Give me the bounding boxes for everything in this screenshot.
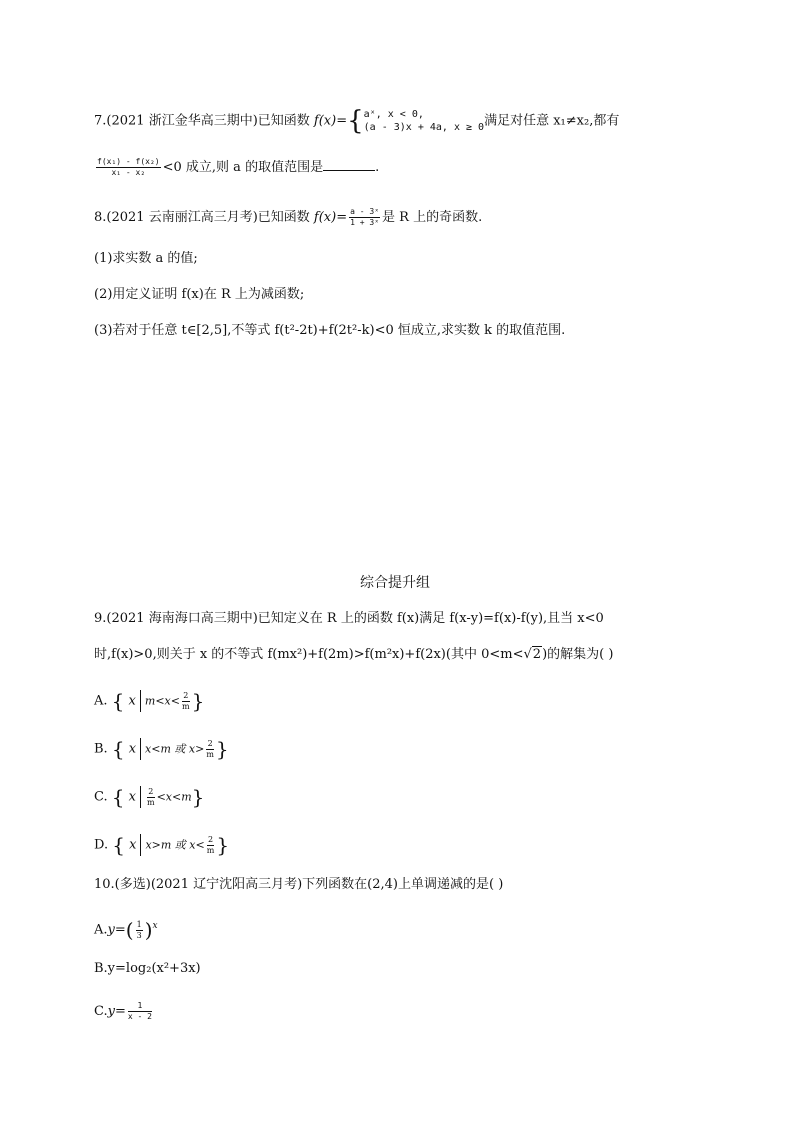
q9-frac-num: 2 bbox=[207, 834, 214, 844]
q10-optC-num: 1 bbox=[128, 1002, 152, 1012]
q8-suffix: 是 R 上的奇函数. bbox=[382, 210, 483, 225]
set-bar-icon bbox=[140, 786, 141, 808]
q9-frac-num: 2 bbox=[148, 786, 154, 796]
q10-optC-y: y= bbox=[107, 1004, 126, 1019]
q7-frac-num: f(x₁) - f(x₂) bbox=[97, 157, 160, 166]
q9-line2 bbox=[94, 648, 613, 661]
q8-sub3: (3)若对于任意 t∈[2,5],不等式 f(t²-2t)+f(2t²-k)<0 恒成立,求实数 k 的取值范围. bbox=[94, 323, 566, 338]
q7-fx: f(x) bbox=[313, 113, 337, 129]
q7-line1 bbox=[94, 108, 619, 134]
q9-option-d[interactable] bbox=[94, 834, 229, 856]
q7-line2 bbox=[94, 158, 379, 177]
q9-line1: 9.(2021 海南海口高三期中)已知定义在 R 上的函数 f(x)满足 f(x-y)=f(x)-f(y),且当 x<0 bbox=[94, 611, 604, 626]
right-paren-icon: ) bbox=[144, 918, 153, 942]
q8-fraction bbox=[349, 208, 380, 227]
right-brace-icon: } bbox=[216, 833, 230, 857]
q9-option-fraction bbox=[182, 692, 190, 711]
right-brace-icon: } bbox=[191, 785, 205, 809]
q9-frac-den: m bbox=[206, 845, 215, 855]
q9-option-left: x>m 或 x< bbox=[145, 838, 205, 852]
q9-line2-b: )的解集为( ) bbox=[542, 647, 614, 662]
q10-optC-fraction bbox=[128, 1002, 152, 1021]
set-bar-icon bbox=[140, 834, 141, 856]
q9-frac-num: 2 bbox=[207, 738, 213, 748]
q10-optA-y: y= bbox=[107, 922, 126, 938]
q7-line2-text: <0 成立,则 a 的取值范围是 bbox=[162, 160, 324, 175]
q10-stem: 10.(多选)(2021 辽宁沈阳高三月考)下列函数在(2,4)上单调递减的是( ) bbox=[94, 877, 504, 892]
q7-piece2: (a - 3)x + 4a, x ≥ 0 bbox=[363, 122, 485, 133]
q10-optA-den: 3 bbox=[136, 930, 142, 940]
q10-optC-den: x - 2 bbox=[127, 1012, 152, 1021]
q7-piece1: aˣ, x < 0, bbox=[363, 109, 424, 120]
q8-frac-den: 1 + 3ˣ bbox=[350, 218, 380, 227]
q10-option-c[interactable] bbox=[94, 1002, 154, 1021]
q7-eq: = bbox=[336, 113, 348, 129]
q10-optA-fraction bbox=[136, 921, 143, 940]
q8-fx: f(x) bbox=[313, 210, 337, 225]
q9-frac-den: m bbox=[146, 797, 155, 807]
q7-end: . bbox=[375, 160, 380, 175]
q10-option-a[interactable] bbox=[94, 920, 158, 940]
q8-frac-num: a - 3ˣ bbox=[350, 207, 380, 216]
q10-optA-exp: x bbox=[152, 921, 158, 932]
q9-option-label: A. bbox=[94, 693, 108, 709]
q9-option-fraction bbox=[147, 788, 155, 807]
q9-option-fraction bbox=[207, 836, 215, 855]
q9-option-label: D. bbox=[94, 837, 109, 853]
left-brace-icon: { bbox=[111, 737, 125, 761]
q9-option-b[interactable] bbox=[94, 738, 229, 760]
section-title: 综合提升组 bbox=[360, 575, 430, 591]
q8-sub2: (2)用定义证明 f(x)在 R 上为减函数; bbox=[94, 287, 305, 302]
q10-option-label: C. bbox=[94, 1004, 108, 1019]
q9-option-label: B. bbox=[94, 741, 108, 757]
q9-option-label: C. bbox=[94, 789, 108, 805]
q9-set-var: x bbox=[128, 693, 136, 709]
q7-fraction bbox=[96, 158, 161, 177]
q8-eq: = bbox=[336, 210, 348, 225]
right-brace-icon: } bbox=[191, 689, 205, 713]
left-brace-icon: { bbox=[112, 833, 125, 857]
q7-piecewise bbox=[364, 108, 484, 134]
q9-line2-a: 时,f(x)>0,则关于 x 的不等式 f(mx²)+f(2m)>f(m²x)+f(2x)(其中 0<m< bbox=[94, 647, 524, 662]
left-paren-icon: ( bbox=[125, 918, 134, 942]
q7-answer-blank bbox=[323, 160, 375, 171]
q9-option-left: x<m 或 x> bbox=[145, 742, 205, 756]
set-bar-icon bbox=[140, 690, 141, 712]
q9-option-fraction bbox=[206, 740, 214, 759]
q9-option-left: m<x< bbox=[144, 694, 180, 708]
sqrt-icon: √ bbox=[523, 647, 532, 662]
q9-option-a[interactable] bbox=[94, 690, 204, 712]
q7-brace-icon: { bbox=[347, 106, 364, 136]
q9-option-right: <x<m bbox=[156, 790, 192, 804]
q9-sqrt-value: 2 bbox=[532, 647, 542, 662]
q7-prefix: 7.(2021 浙江金华高三期中)已知函数 bbox=[94, 113, 314, 129]
left-brace-icon: { bbox=[111, 785, 125, 809]
q9-option-c[interactable] bbox=[94, 786, 204, 808]
q10-option-label: A. bbox=[94, 922, 108, 938]
q9-frac-den: m bbox=[181, 701, 190, 711]
q9-set-var: x bbox=[129, 837, 137, 853]
left-brace-icon: { bbox=[111, 689, 125, 713]
q8-prefix: 8.(2021 云南丽江高三月考)已知函数 bbox=[94, 210, 314, 225]
q7-suffix: 满足对任意 x₁≠x₂,都有 bbox=[484, 113, 620, 129]
q10-option-b[interactable]: B.y=log₂(x²+3x) bbox=[94, 961, 201, 976]
q7-frac-den: x₁ - x₂ bbox=[111, 168, 146, 177]
q9-frac-den: m bbox=[206, 749, 214, 759]
q10-optA-num: 1 bbox=[136, 919, 142, 929]
q8-line1 bbox=[94, 208, 482, 227]
right-brace-icon: } bbox=[215, 737, 229, 761]
q9-set-var: x bbox=[128, 789, 136, 805]
q9-frac-num: 2 bbox=[183, 690, 189, 700]
set-bar-icon bbox=[140, 738, 141, 760]
q9-set-var: x bbox=[128, 741, 137, 757]
q8-sub1: (1)求实数 a 的值; bbox=[94, 251, 198, 266]
